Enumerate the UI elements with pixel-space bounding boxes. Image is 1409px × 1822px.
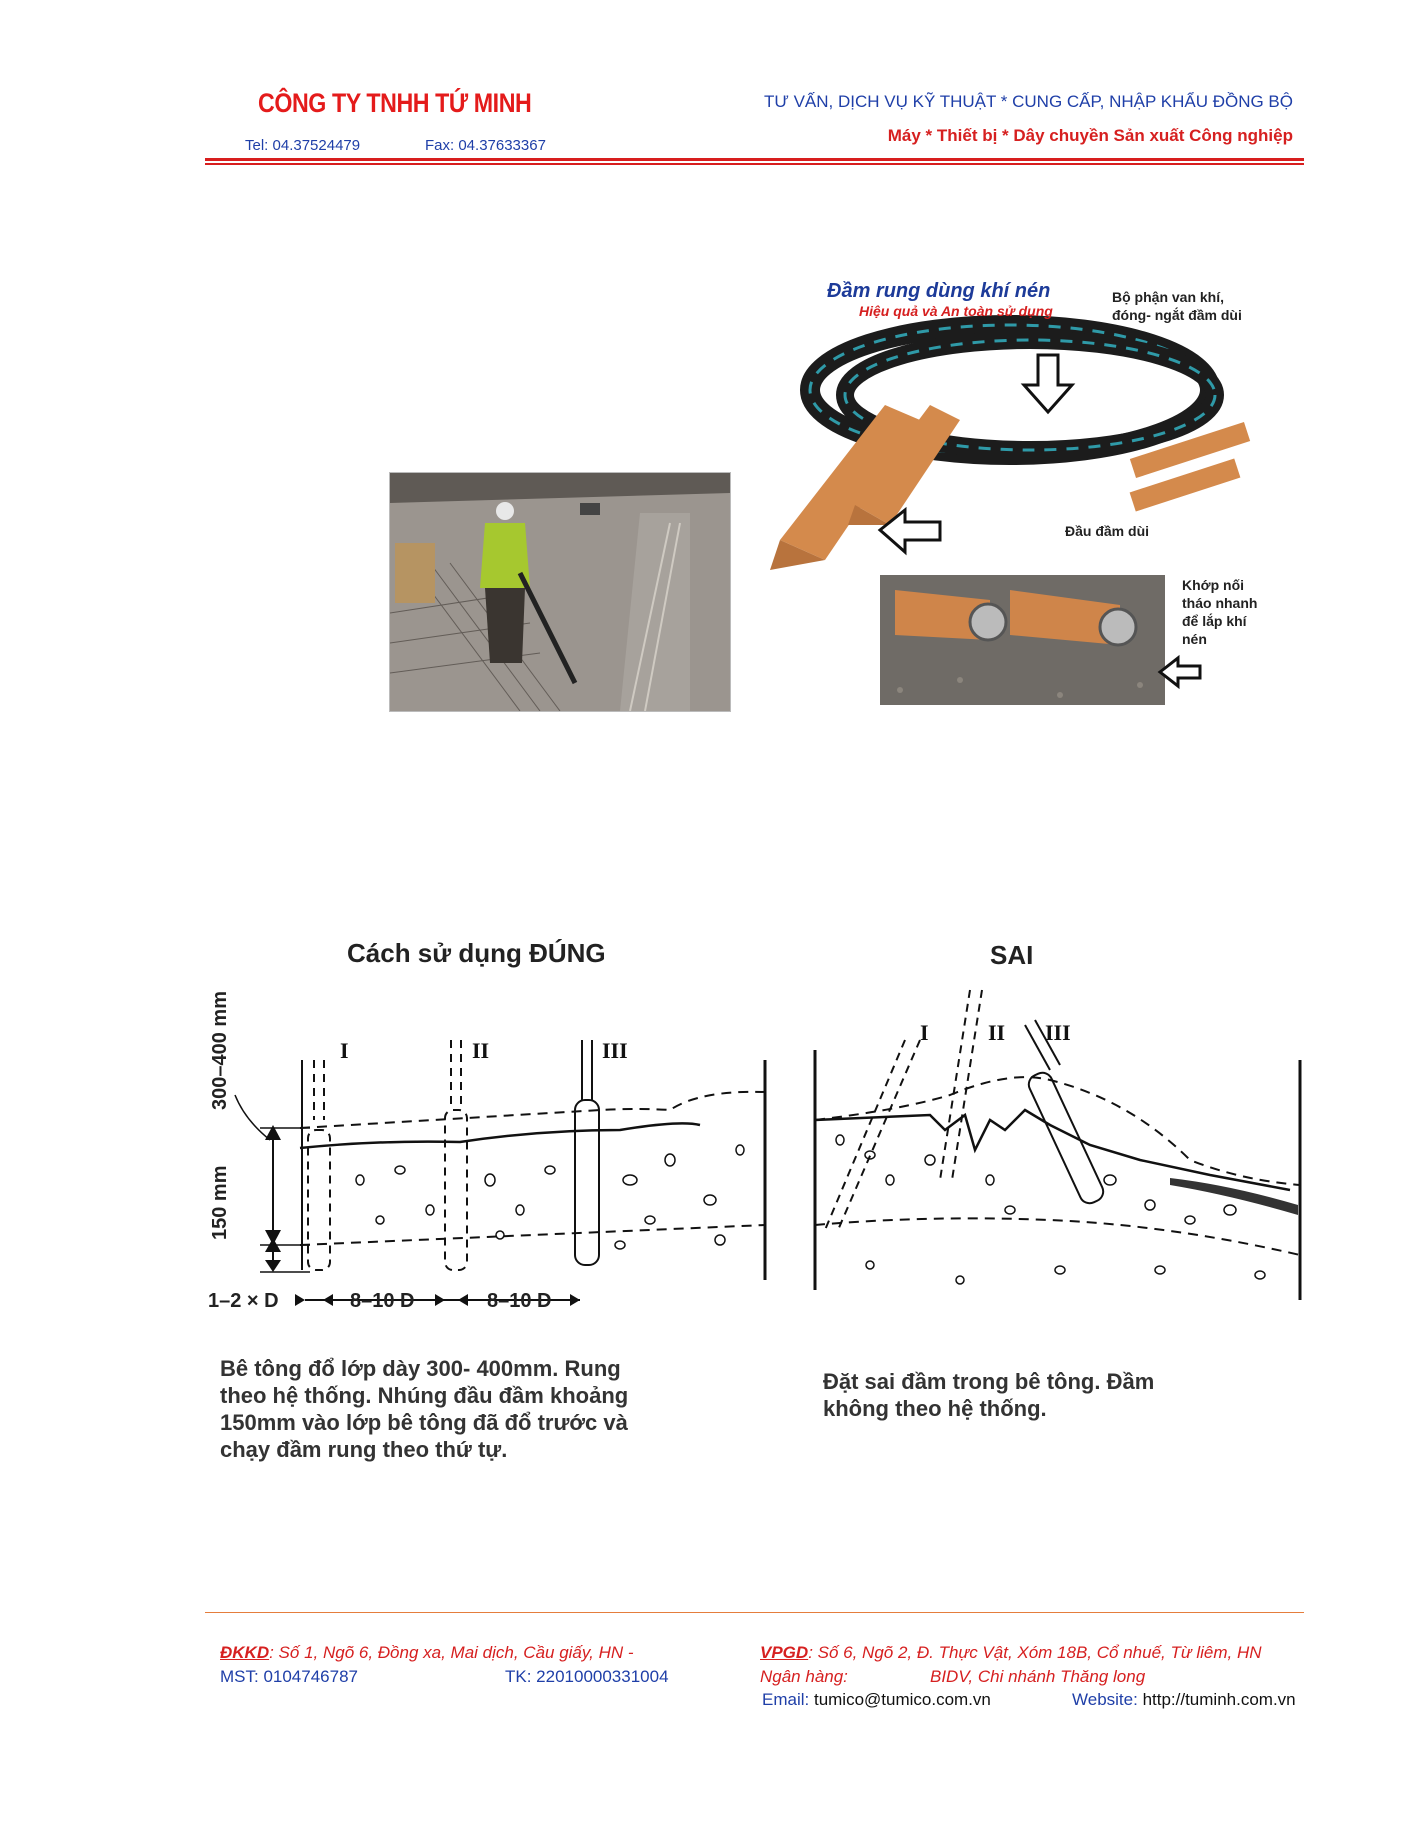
callout-valve-line2: đóng- ngắt đầm dùi [1112,307,1242,323]
footer-email-label: Email: [762,1690,810,1709]
diagram-correct-title: Cách sử dụng ĐÚNG [347,938,606,968]
diagram-wrong-title: SAI [990,940,1034,970]
footer-bank-label: Ngân hàng: [760,1667,848,1686]
wrong-caption-line2: không theo hệ thống. [823,1396,1047,1421]
callout-coupling-line4: nén [1182,631,1207,647]
footer-vpgd-label: VPGD [760,1643,809,1662]
header-tagline-services: TƯ VẤN, DỊCH VỤ KỸ THUẬT * CUNG CẤP, NHẬP KHẨU ĐỒNG BỘ [763,92,1293,111]
footer-tk: TK: 22010000331004 [505,1667,669,1686]
diagram-wrong-caption [823,1368,1154,1422]
diagram-correct [200,980,780,1335]
footer-dkkd [220,1643,634,1663]
footer-website-label: Website: [1072,1690,1138,1709]
footer-website-link[interactable]: http://tuminh.com.vn [1142,1690,1296,1709]
callout-coupling-line1: Khớp nối [1182,577,1245,593]
dim-300-400: 300–400 mm [209,991,231,1110]
product-subtitle: Hiệu quả và An toàn sử dụng [859,303,1053,319]
wrong-label-I: I [920,1020,929,1045]
callout-valve-line1: Bộ phận van khí, [1112,289,1225,305]
header-fax: Fax: 04.37633367 [425,137,546,154]
header-divider-2 [205,163,1304,165]
wrong-label-III: III [1045,1020,1071,1045]
correct-label-III: III [602,1038,628,1063]
dim-150: 150 mm [209,1165,231,1240]
callout-head: Đầu đầm dùi [1065,523,1150,539]
header-tagline-products: Máy * Thiết bị * Dây chuyền Sản xuất Công nghiệp [887,126,1293,145]
wrong-label-II: II [988,1020,1006,1045]
dim-8-10d-b: 8–10 D [487,1290,552,1312]
diagram-correct-caption [220,1355,628,1463]
diagram-wrong [810,980,1310,1335]
footer-dkkd-label: ĐKKD [220,1643,270,1662]
correct-caption-line1: Bê tông đổ lớp dày 300- 400mm. Rung [220,1356,621,1381]
correct-caption-line4: chạy đầm rung theo thứ tự. [220,1437,508,1462]
dim-1-2-d: 1–2 × D [208,1290,279,1312]
footer-dkkd-value: : Số 1, Ngõ 6, Đồng xa, Mai dịch, Cầu giấy, HN - [269,1643,634,1662]
correct-label-I: I [340,1038,349,1063]
product-title: Đầm rung dùng khí nén [827,280,1051,302]
header-divider [205,158,1304,161]
footer-bank-value: BIDV, Chi nhánh Thăng long [930,1667,1146,1686]
callout-coupling-line2: tháo nhanh [1182,595,1258,611]
footer-vpgd-value: : Số 6, Ngõ 2, Đ. Thực Vật, Xóm 18B, Cổ nhuế, Từ liêm, HN [808,1643,1262,1662]
footer-email-link[interactable]: tumico@tumico.com.vn [813,1690,991,1709]
footer-mst: MST: 0104746787 [220,1667,358,1686]
dim-8-10d-a: 8–10 D [350,1290,415,1312]
callout-coupling [1182,576,1257,648]
wrong-caption-line1: Đặt sai đầm trong bê tông. Đầm [823,1369,1155,1394]
construction-photo [389,472,731,712]
footer-divider [205,1612,1304,1613]
correct-label-II: II [472,1038,490,1063]
footer-email [762,1690,991,1710]
company-name: CÔNG TY TNHH TỨ MINH [258,88,532,118]
correct-caption-line3: 150mm vào lớp bê tông đã đổ trước và [220,1410,628,1435]
header-tel: Tel: 04.37524479 [245,137,361,154]
callout-valve [1112,288,1242,324]
footer-website [1072,1690,1296,1710]
footer-vpgd [760,1643,1262,1663]
correct-caption-line2: theo hệ thống. Nhúng đầu đầm khoảng [220,1383,629,1408]
callout-coupling-line3: để lắp khí [1182,613,1247,629]
